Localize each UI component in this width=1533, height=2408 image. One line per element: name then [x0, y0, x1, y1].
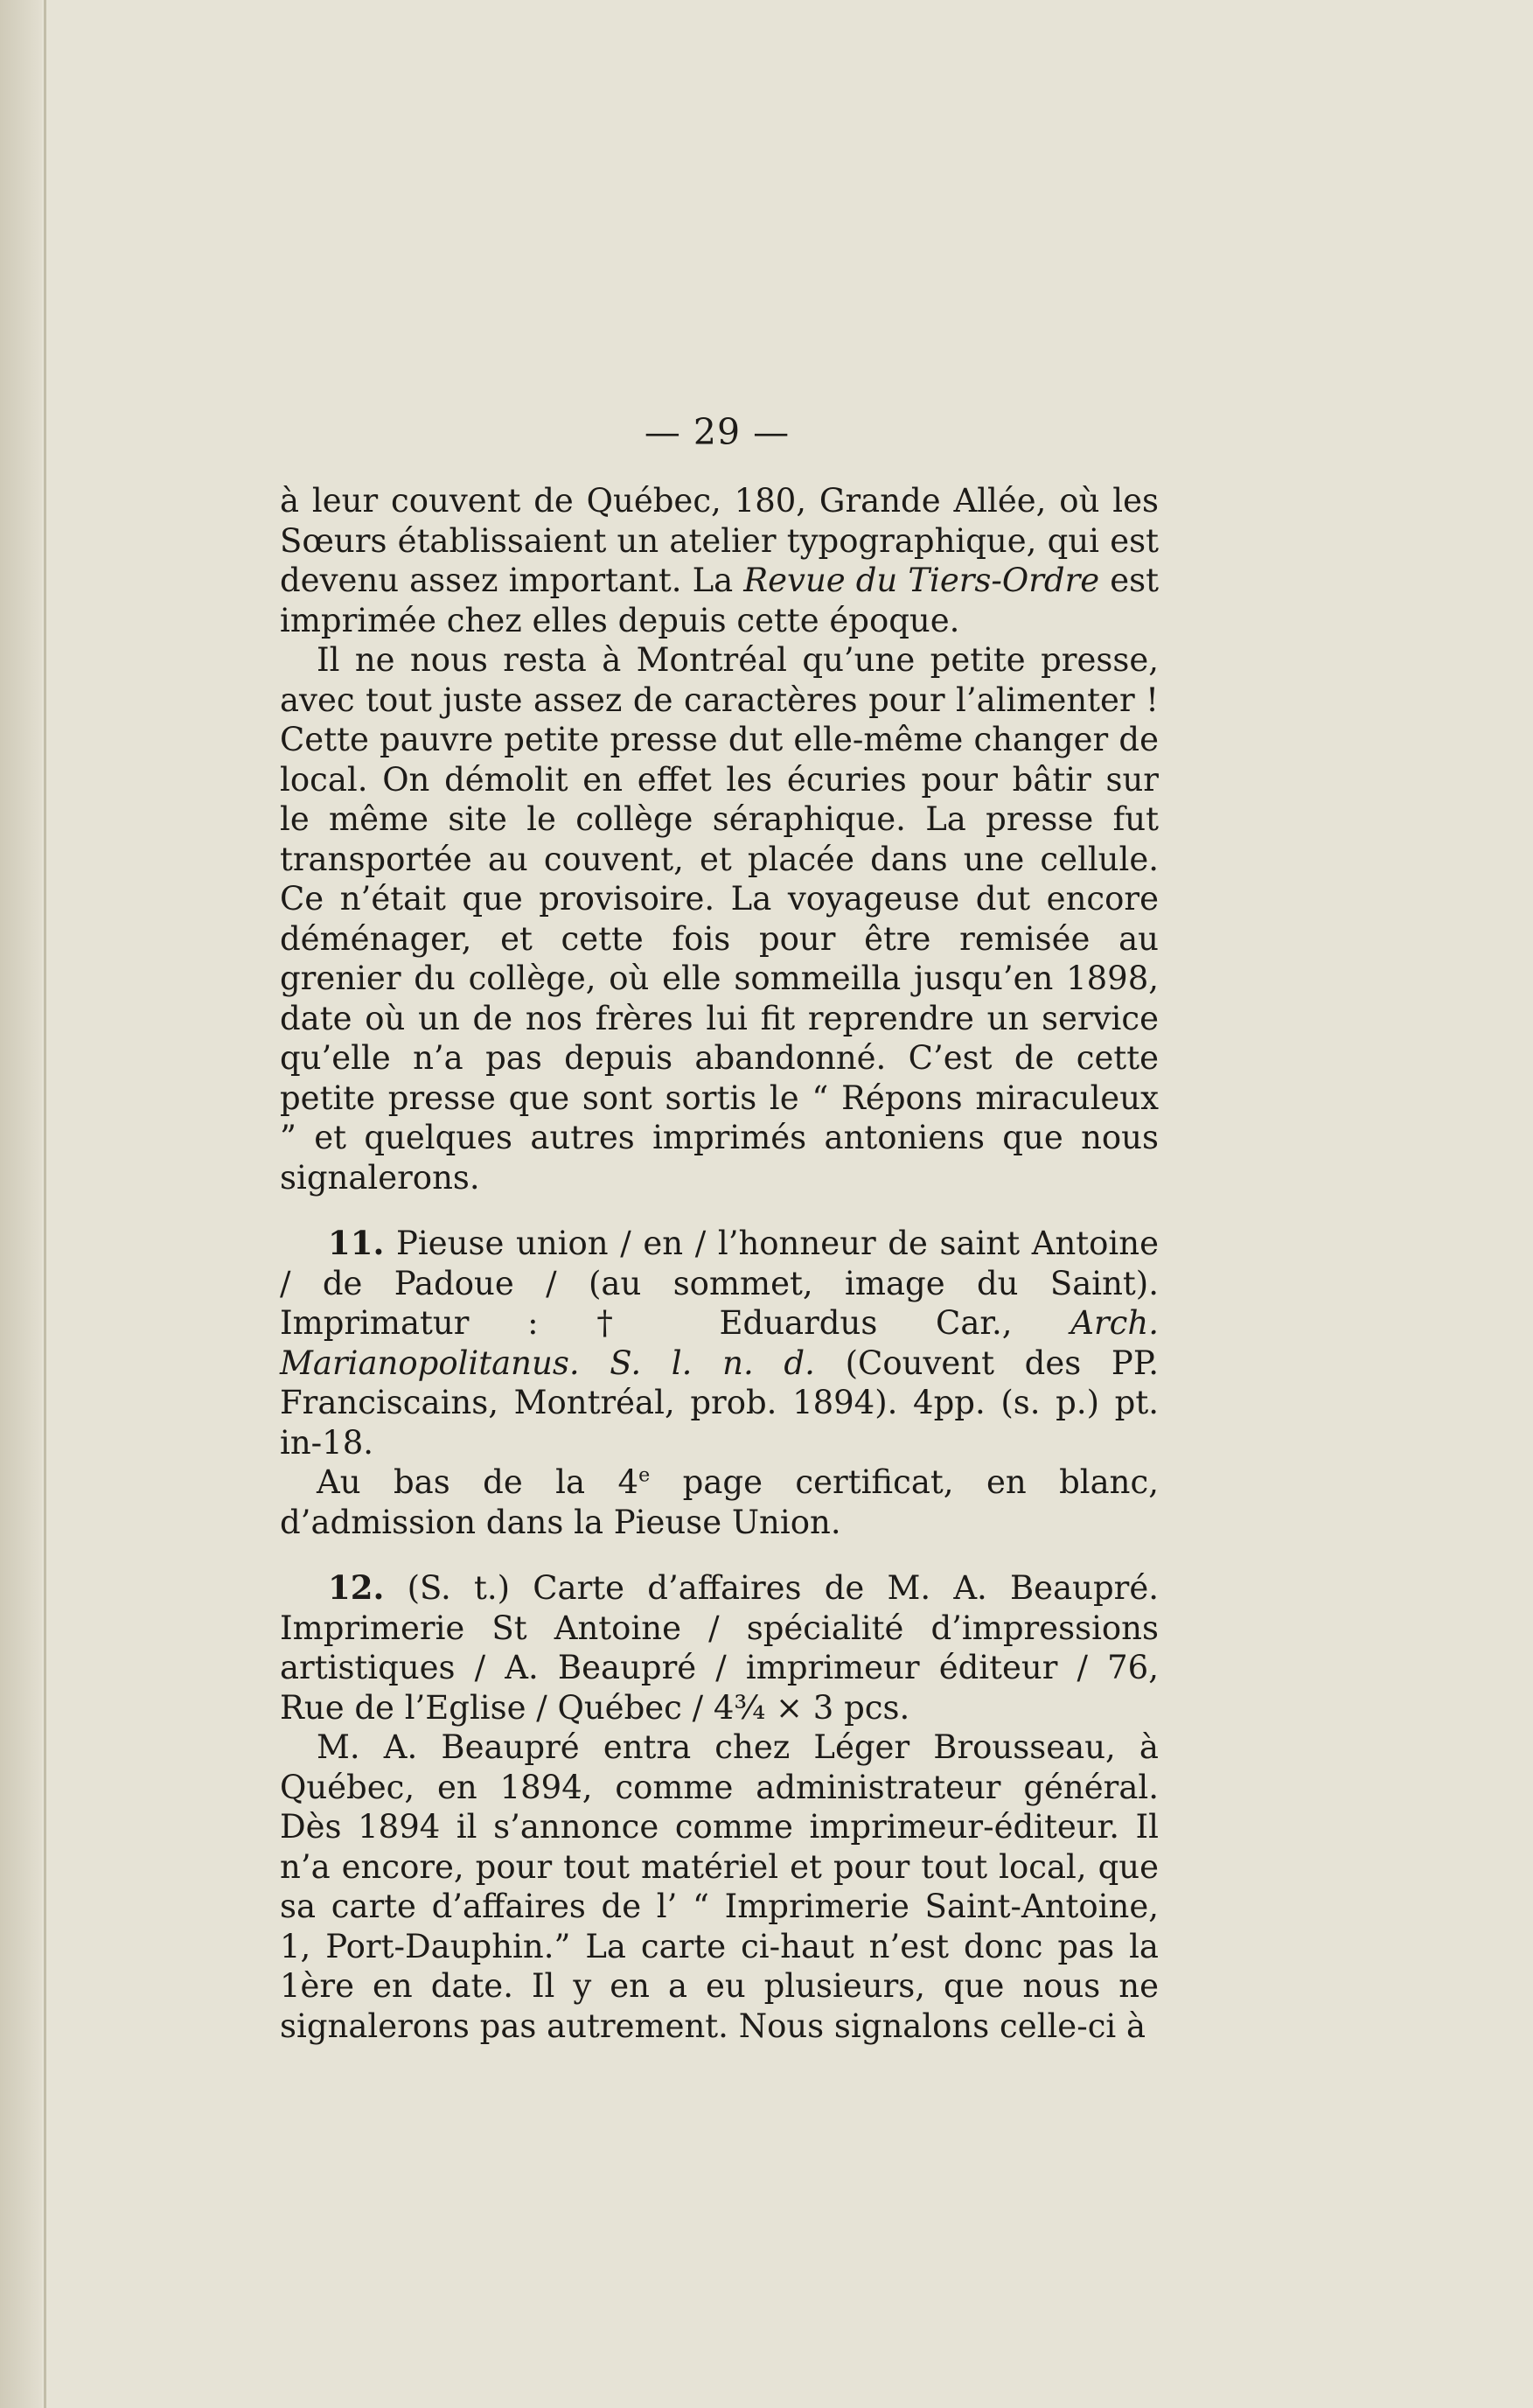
binding-edge — [44, 0, 46, 2408]
entry-12-note: M. A. Beaupré entra chez Léger Brousseau, à Québec, en 1894, comme administrateur général. Dès 1894 il s’annonce comme imprimeur-éditeur. Il n’a encore, pour tout matériel et pour tout local, que sa carte d’affaires de l’ “ Imprimerie Saint-Antoine, 1, Port-Dauphin.” La carte ci-haut n’est donc pas la 1ère en date. Il y en a eu plusieurs, que nous ne signalerons pas autrement. Nous signalons celle-ci à — [280, 1728, 1159, 2045]
paragraph-1-end: est imprimée chez elles depuis cette époque. — [280, 562, 1160, 639]
entry-text-continued: (Couvent des PP. Franciscains, Montréal, prob. 1894). 4pp. (s. p.) pt. in-18. — [280, 1344, 1159, 1462]
body-text — [280, 481, 1159, 2046]
entry-11 — [280, 1224, 1159, 1462]
entry-number: 11. — [328, 1224, 385, 1262]
entry-text: (S. t.) Carte d’affaires de M. A. Beaupré. Imprimerie St Antoine / spécialité d’impressions artistiques / A. Beaupré / imprimeur éditeur / 76, Rue de l’Eglise / Québec / 4¾ × 3 pcs. — [280, 1569, 1159, 1727]
paragraph-2: Il ne nous resta à Montréal qu’une petite presse, avec tout juste assez de caractères pour l’alimenter ! Cette pauvre petite presse dut elle-même changer de local. On démolit en effet les écuries pour bâtir sur le même site le collège séraphique. La presse fut transportée au couvent, et placée dans une cellule. Ce n’était que provisoire. La voyageuse dut encore déménager, et cette fois pour être remisée au grenier du collège, où elle sommeilla jusqu’en 1898, date où un de nos frères lui fit reprendre un service qu’elle n’a pas depuis abandonné. C’est de cette petite presse que sont sortis le “ Répons miraculeux ” et quelques autres imprimés antoniens que nous signalerons. — [280, 641, 1159, 1197]
journal-title: Revue du Tiers-Ordre — [743, 562, 1100, 599]
entry-italic-text: Arch. Marianopolitanus. S. l. n. d. — [280, 1304, 1159, 1382]
entry-text: Pieuse union / en / l’honneur de saint Antoine / de Padoue / (au sommet, image du Saint). Imprimatur : † Eduardus Car., — [280, 1225, 1159, 1342]
entry-11-note — [280, 1462, 1159, 1542]
note-text-continued: page certificat, en blanc, d’admission dans la Pieuse Union. — [280, 1463, 1159, 1541]
entry-12 — [280, 1568, 1159, 1727]
ordinal-superscript: e — [638, 1463, 651, 1487]
entry-number: 12. — [328, 1568, 385, 1607]
note-text: Au bas de la 4 — [317, 1463, 639, 1501]
page-number: — 29 — — [644, 411, 791, 453]
page-gutter-shadow — [0, 0, 42, 2408]
paragraph-1 — [280, 481, 1159, 640]
paragraph-1-text: à leur couvent de Québec, 180, Grande Allée, où les Sœurs établissaient un atelier typographique, qui est devenu assez important. La — [280, 482, 1159, 599]
